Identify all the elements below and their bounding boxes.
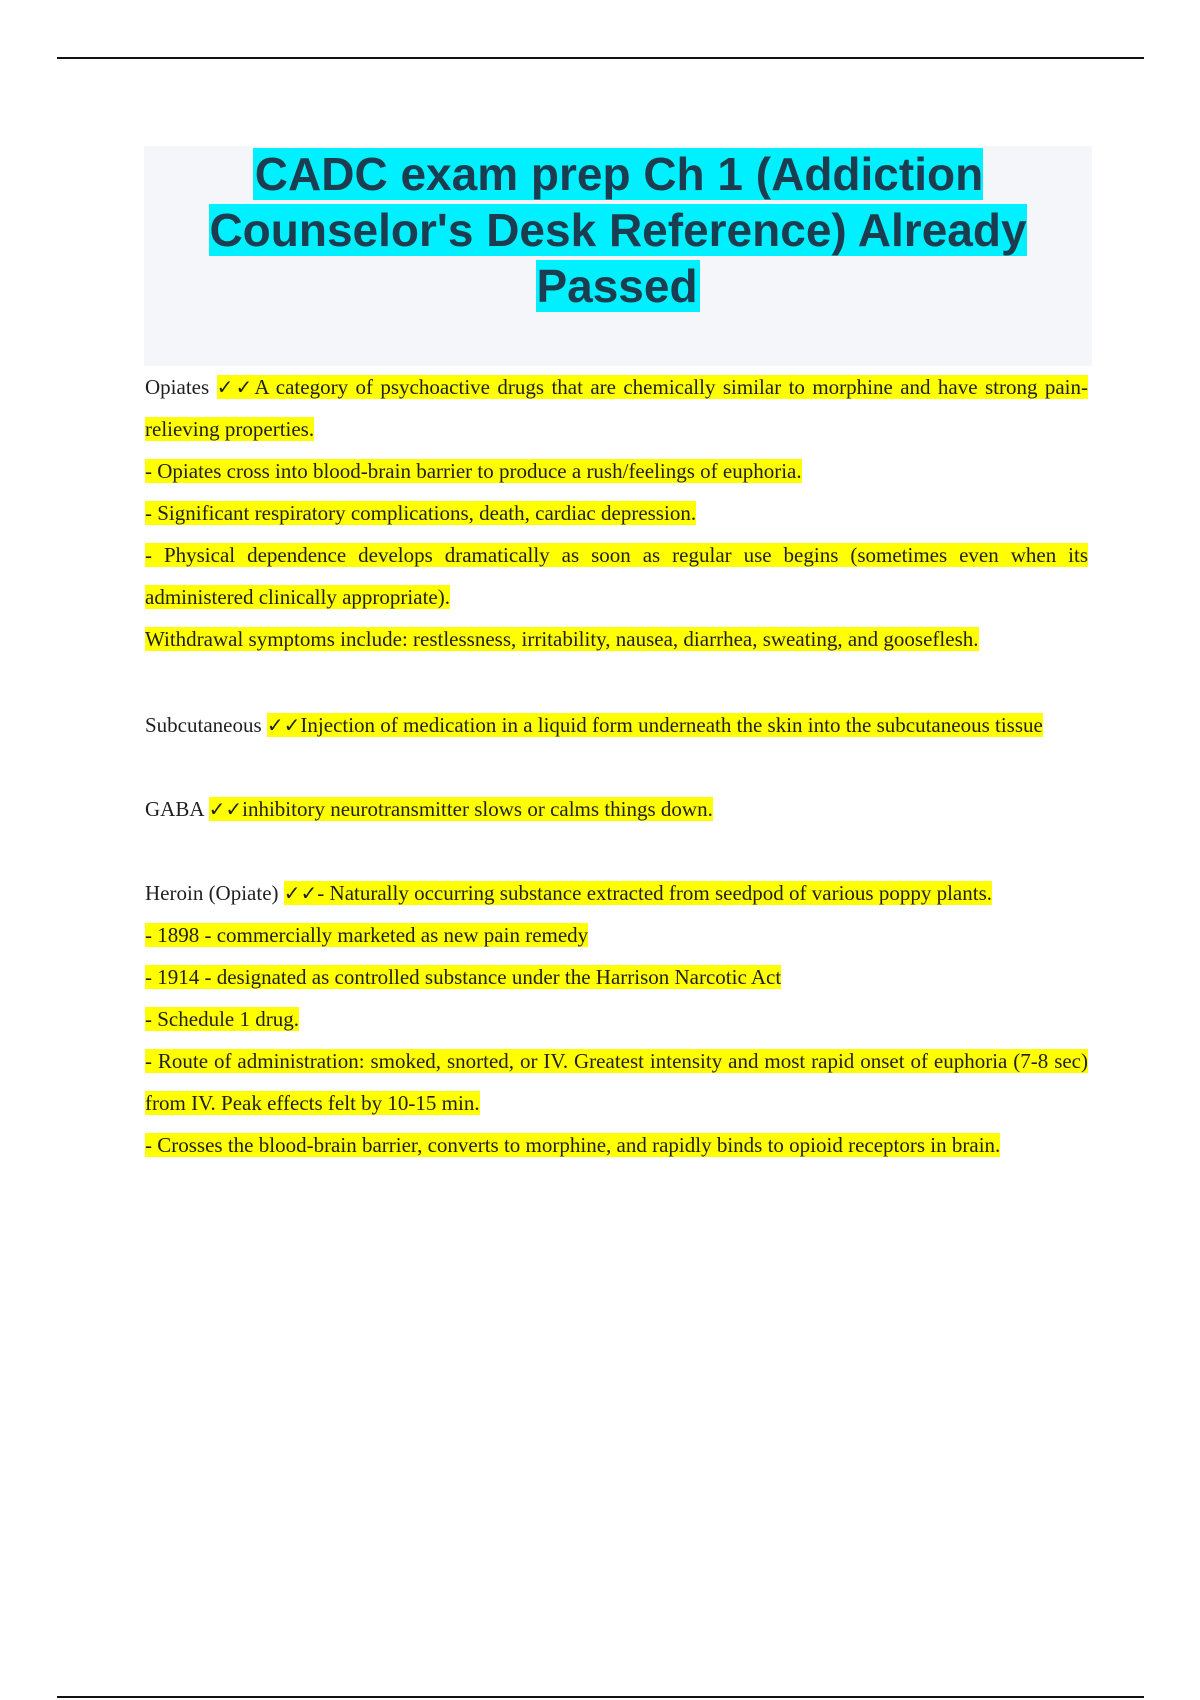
definition-gaba: ✓✓inhibitory neurotransmitter slows or calms things down. [208,797,713,821]
definition-subcutaneous: ✓✓Injection of medication in a liquid form underneath the skin into the subcutaneous tissue [266,713,1043,737]
title-block [144,146,1092,366]
entry-line: - 1898 - commercially marketed as new pain remedy [145,923,589,947]
entry-line: - Physical dependence develops dramatically as soon as regular use begins (sometimes even when its administered clinically appropriate). [145,543,1088,609]
spacer [145,830,1088,872]
entry-line: - Opiates cross into blood-brain barrier to produce a rush/feelings of euphoria. [145,459,802,483]
document-body [145,366,1088,1166]
entry-heroin [145,872,1088,914]
check-mark-icon: ✓✓ [266,713,301,737]
entry-line: - Crosses the blood-brain barrier, converts to morphine, and rapidly binds to opioid receptors in brain. [145,1133,1001,1157]
definition-heroin: ✓✓- Naturally occurring substance extracted from seedpod of various poppy plants. [283,881,993,905]
title-highlight: CADC exam prep Ch 1 (Addiction Counselor's Desk Reference) Already Passed [209,148,1027,312]
term-gaba: GABA [145,797,204,821]
document-title [144,146,1092,314]
spacer [145,746,1088,788]
footer-rule [57,1696,1144,1698]
check-mark-icon: ✓✓ [283,881,318,905]
entry-line: - Schedule 1 drug. [145,1007,299,1031]
entry-opiates [145,366,1088,450]
header-rule [57,57,1144,59]
entry-line: Withdrawal symptoms include: restlessness, irritability, nausea, diarrhea, sweating, and gooseflesh. [145,627,979,651]
entry-subcutaneous [145,704,1088,746]
entry-line: - 1914 - designated as controlled substance under the Harrison Narcotic Act [145,965,782,989]
entry-line: - Significant respiratory complications, death, cardiac depression. [145,501,697,525]
term-heroin: Heroin (Opiate) [145,881,279,905]
entry-line: - Route of administration: smoked, snorted, or IV. Greatest intensity and most rapid onset of euphoria (7-8 sec) from IV. Peak effects felt by 10-15 min. [145,1049,1088,1115]
spacer [145,660,1088,704]
check-mark-icon: ✓✓ [216,375,255,399]
definition-opiates: ✓✓A category of psychoactive drugs that are chemically similar to morphine and have strong pain-relieving properties. [145,375,1089,441]
entry-gaba [145,788,1088,830]
term-opiates: Opiates [145,375,210,399]
check-mark-icon: ✓✓ [208,797,243,821]
term-subcutaneous: Subcutaneous [145,713,262,737]
